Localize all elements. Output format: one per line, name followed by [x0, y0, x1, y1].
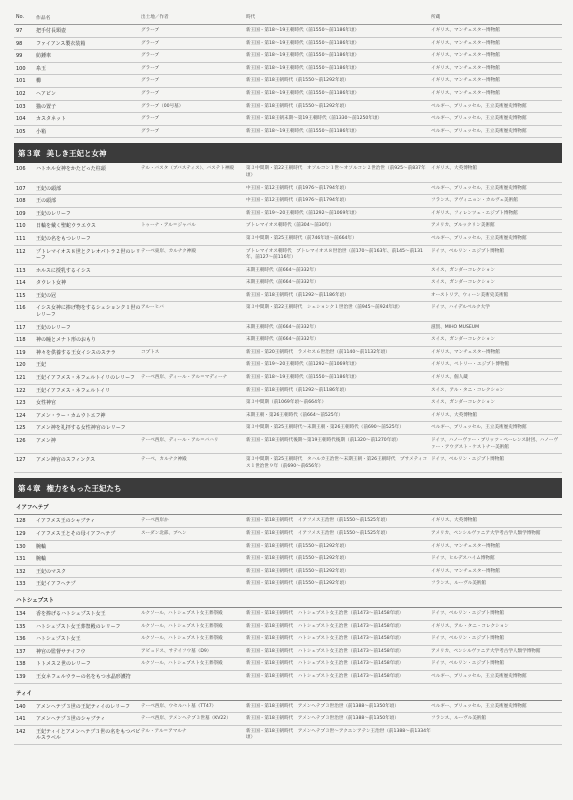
header-era: 時代: [246, 15, 256, 20]
rows-group-b: [14, 163, 562, 473]
item-collection: フランス、ルーヴル美術館: [431, 581, 486, 587]
table-row: [14, 359, 562, 372]
item-period: 新王国・第18～19王朝時代（前1550～前1186年頃）: [246, 375, 360, 381]
item-provenance: トゥーナ・アル＝ジャバル: [141, 223, 196, 229]
table-row: [14, 646, 562, 659]
item-title: アメン・ラー・カムウトエフ神: [36, 412, 106, 419]
item-collection: ドイツ、ベルリン・エジプト博物館: [431, 661, 504, 667]
item-collection: イギリス、マンチェスター博物館: [431, 65, 500, 71]
item-number: 122: [16, 387, 26, 394]
item-period: 新王国・第18王朝時代（前1550～前1292年頃）: [246, 568, 349, 574]
item-period: 第３中間期・第25王朝時代（前746年頃～前664年）: [246, 235, 357, 241]
table-row: [14, 63, 562, 76]
item-title: 腕輪: [36, 543, 47, 550]
item-number: 142: [16, 728, 26, 735]
item-collection: イギリス、マンチェスター博物館: [431, 78, 500, 84]
item-title: プトレマイオス８世とクレオパトラ２世のレリーフ: [36, 248, 141, 262]
item-provenance: ルクソール、ハトシェプスト女王葬祭殿: [141, 623, 223, 629]
item-title: ハトホル女神をかたどった柱頭: [36, 166, 106, 173]
item-title: 紡錘車: [36, 53, 52, 60]
item-period: 新王国・第18王朝時代 イアフメス王治世（前1550～前1525年頃）: [246, 530, 390, 536]
item-provenance: テーベ、カルナク神殿: [141, 457, 187, 463]
item-number: 137: [16, 648, 26, 655]
item-collection: イギリス、マンチェスター博物館: [431, 28, 500, 33]
item-provenance: テーベ西岸、アメンヘテプ３世墓（KV22）: [141, 716, 231, 722]
table-row: [14, 290, 562, 303]
table-row: [14, 553, 562, 566]
item-collection: スイス、アル・タニ・コレクション: [431, 387, 505, 393]
table-row: [14, 515, 562, 528]
item-number: 138: [16, 661, 26, 668]
item-title: 王妃の冠: [36, 292, 57, 299]
table-row: [14, 113, 562, 126]
item-number: 109: [16, 210, 26, 217]
item-provenance: アルーヒバ: [141, 305, 164, 311]
item-number: 134: [16, 610, 26, 617]
item-collection: アメリカ、ペンシルヴァニア大学考古学人類学博物館: [431, 530, 541, 536]
item-collection: イギリス、大英博物館: [431, 518, 477, 524]
table-row: [14, 265, 562, 278]
item-number: 141: [16, 716, 26, 723]
item-provenance: コプトス: [141, 349, 160, 355]
item-number: 118: [16, 337, 26, 344]
item-number: 99: [16, 53, 23, 60]
item-collection: スイス、ガンダーコレクション: [431, 337, 495, 343]
item-title: ハトシェプスト女王: [36, 636, 81, 643]
item-provenance: スーダン北部、ブヘン: [141, 530, 187, 536]
item-number: 124: [16, 412, 26, 419]
item-collection: ベルギー、ブリュッセル、王立美術歴史博物館: [431, 128, 527, 134]
table-row: [14, 397, 562, 410]
item-period: 第３中間期・第22王朝時代 オソルコン１世～オソルコン２世治世（前925～前837年頃）: [246, 166, 426, 178]
item-title: 日輪を戴く聖蛇ウラエウス: [36, 223, 96, 230]
item-collection: ドイツ、ベルリン・エジプト博物館: [431, 610, 504, 616]
item-number: 117: [16, 324, 26, 331]
item-number: 100: [16, 65, 26, 72]
table-row: [14, 633, 562, 646]
item-number: 120: [16, 362, 26, 369]
item-title: 櫛: [36, 78, 42, 85]
table-row: [14, 435, 562, 454]
item-period: 新王国・第19～20王朝時代（前1292～前1069年頃）: [246, 362, 360, 368]
item-collection: ベルギー、ブリュッセル、王立美術歴史博物館: [431, 185, 527, 191]
item-period: 新王国・第18～19王朝時代（前1550～前1186年頃）: [246, 53, 360, 59]
item-period: 新王国・第18王朝時代（前1292～前1186年頃）: [246, 387, 349, 393]
item-period: 新王国・第18王朝時代（前1550～前1292年頃）: [246, 556, 349, 562]
item-collection: アメリカ、ブルックリン美術館: [431, 223, 495, 229]
item-title: イアフメス王のシャブティ: [36, 518, 96, 525]
item-collection: ドイツ、ベルリン・エジプト博物館: [431, 636, 504, 642]
item-collection: イギリス、ペトリー・エジプト博物館: [431, 362, 510, 368]
table-row: [14, 347, 562, 360]
item-collection: イギリス、個人蔵: [431, 375, 468, 381]
item-period: プトレマイオス朝時代（前304～前30年）: [246, 223, 334, 229]
item-title: 小箱: [36, 128, 47, 135]
table-row: [14, 101, 562, 114]
item-provenance: ルクソール、ハトシェプスト女王葬祭殿: [141, 636, 223, 642]
table-row: [14, 528, 562, 541]
rows-group-e: [14, 701, 562, 745]
item-number: 110: [16, 223, 26, 230]
item-title: 王妃イアフメス・ネフェルトイリ: [36, 387, 111, 394]
item-number: 112: [16, 248, 26, 255]
rows-group-c: [14, 515, 562, 591]
item-collection: アメリカ、ペンシルヴァニア大学考古学人類学博物館: [431, 648, 541, 654]
item-period: 新王国・第18～19王朝時代（前1550～前1186年頃）: [246, 40, 360, 46]
item-period: 新王国・第18王朝時代 ハトシェプスト女王治世（前1473～前1458年頃）: [246, 623, 404, 629]
item-number: 98: [16, 40, 23, 47]
item-period: 新王国・第18王朝時代 アメンヘテプ３世治世（前1388～前1350年頃）: [246, 703, 399, 709]
item-title: 猫の置子: [36, 103, 57, 110]
table-row: [14, 372, 562, 385]
table-row: [14, 541, 562, 554]
subsection-iahhotep: イアフヘテプ: [14, 498, 562, 515]
item-collection: イギリス、マンチェスター博物館: [431, 568, 500, 574]
item-period: 新王国・第18王朝時代 ハトシェプスト女王治世（前1473～前1458年頃）: [246, 673, 404, 679]
item-provenance: ルクソール、ハトシェプスト女王葬祭殿: [141, 610, 223, 616]
item-number: 116: [16, 305, 26, 312]
table-row: [14, 671, 562, 684]
item-title: 王妃ティイとアメンヘテプ３世の名をもつパピルスラベル: [36, 728, 141, 742]
item-collection: ベルギー、ブリュッセル、王立美術歴史博物館: [431, 235, 527, 241]
item-provenance: グラーブ: [141, 53, 160, 59]
item-title: 王妃の名をもつレリーフ: [36, 235, 91, 242]
item-collection: ドイツ、ベルリン・エジプト博物館: [431, 248, 504, 254]
item-collection: ベルギー、ブリュッセル、王立美術歴史博物館: [431, 703, 527, 709]
item-title: ハトシェプスト女王葬祭殿のレリーフ: [36, 623, 121, 630]
table-row: [14, 322, 562, 335]
item-number: 102: [16, 90, 26, 97]
item-title: 王の頭部: [36, 198, 57, 205]
table-row: [14, 701, 562, 714]
item-period: 新王国・第18王朝時代 ハトシェプスト女王治世（前1473～前1458年頃）: [246, 636, 404, 642]
item-title: タウレト女神: [36, 280, 67, 287]
table-row: [14, 246, 562, 265]
item-number: 114: [16, 280, 26, 287]
table-row: [14, 608, 562, 621]
item-period: 末期王朝時代（前664～前332年）: [246, 267, 319, 273]
item-period: 第３中間期（前1069年頃～前664年）: [246, 400, 327, 406]
item-number: 131: [16, 556, 26, 563]
item-collection: ベルギー、ブリュッセル、王立美術歴史博物館: [431, 425, 527, 431]
item-collection: イギリス、マンチェスター博物館: [431, 53, 500, 59]
item-title: アメン神を礼拝する女性神官のレリーフ: [36, 425, 126, 432]
item-period: 新王国・第18王朝末期～第19王朝時代（前1330～前1250年頃）: [246, 116, 383, 122]
item-number: 140: [16, 703, 26, 710]
item-number: 135: [16, 623, 26, 630]
subsection-hatshepsut: ハトシェプスト: [14, 591, 562, 608]
item-provenance: グラーブ: [141, 40, 160, 46]
item-provenance: グラーブ: [141, 78, 160, 84]
header-collection: 所蔵: [431, 15, 441, 20]
chapter-3-heading: [14, 143, 562, 163]
item-number: 125: [16, 425, 26, 432]
table-row: [14, 163, 562, 182]
catalog-page: [14, 10, 562, 745]
item-title: 王妃イアフヘテプ: [36, 581, 76, 588]
header-owner: 出土地／作者: [141, 15, 169, 20]
item-title: 王妃のレリーフ: [36, 324, 71, 331]
item-title: 王妃のマスク: [36, 568, 67, 575]
item-number: 128: [16, 518, 26, 525]
table-row: [14, 208, 562, 221]
item-collection: フランス、ルーヴル美術館: [431, 716, 486, 722]
header-no: No.: [16, 14, 24, 20]
item-provenance: アビュドス、サテイフウ墓（D9）: [141, 648, 212, 654]
item-period: 新王国・第18王朝時代（前1550～前1292年頃）: [246, 103, 349, 109]
table-row: [14, 183, 562, 196]
chapter-3-number: 第３章: [18, 148, 41, 158]
item-collection: イギリス、アル・タニ・コレクション: [431, 623, 509, 629]
chapter-4-heading: [14, 478, 562, 498]
item-period: 末期王朝時代（前664～前332年）: [246, 337, 319, 343]
item-collection: イギリス、大英博物館: [431, 412, 477, 418]
item-number: 103: [16, 103, 26, 110]
item-provenance: グラーブ: [141, 90, 160, 96]
item-provenance: テーベ西岸か: [141, 518, 169, 524]
item-provenance: グラーブ（00号墓）: [141, 103, 184, 109]
item-title: 女性神官: [36, 400, 57, 407]
item-provenance: テル・アル＝アマルナ: [141, 728, 187, 734]
item-collection: スイス、ガンダーコレクション: [431, 280, 495, 286]
item-period: 新王国・第18～19王朝時代（前1550～前1186年頃）: [246, 128, 360, 134]
table-row: [14, 566, 562, 579]
item-collection: ドイツ、ハイデルベルク大学: [431, 305, 490, 311]
item-collection: イギリス、マンチェスター博物館: [431, 543, 500, 549]
table-row: [14, 50, 562, 63]
item-period: 新王国・第18王朝時代 ハトシェプスト女王治世（前1473～前1458年頃）: [246, 648, 404, 654]
table-row: [14, 410, 562, 423]
item-number: 107: [16, 185, 26, 192]
item-period: 第３中間期・第25王朝時代～末期王朝・第26王朝時代（前690～前525年）: [246, 425, 404, 431]
table-row: [14, 38, 562, 51]
item-title: 神官の監督サテイフウ: [36, 648, 86, 655]
item-number: 133: [16, 581, 26, 588]
item-period: 中王国・第12王朝時代（前1976～前1794年頃）: [246, 198, 349, 204]
item-title: トトメス２世のレリーフ: [36, 661, 91, 668]
item-period: 新王国・第18王朝時代 アメンヘテプ３世～アクエンアテン王治世（前1388～前1334年頃）: [246, 728, 431, 741]
item-title: 王女ネフェルウラーの名をもつ水晶形護符: [36, 673, 131, 680]
item-number: 97: [16, 28, 23, 34]
item-collection: ベルギー、ブリュッセル、王立美術歴史博物館: [431, 103, 527, 109]
table-row: [14, 277, 562, 290]
item-number: 108: [16, 198, 26, 205]
table-row: [14, 578, 562, 591]
item-number: 113: [16, 267, 26, 274]
chapter-3-title: 美しき王妃と女神: [46, 148, 107, 158]
table-row: [14, 88, 562, 101]
item-period: 新王国・第18王朝時代 イアフメス王治世（前1550～前1525年頃）: [246, 518, 390, 524]
item-number: 129: [16, 530, 26, 537]
table-row: [14, 334, 562, 347]
item-title: ホルスに授乳するイシス: [36, 267, 91, 274]
item-collection: 滋賀、MIHO MUSEUM: [431, 324, 480, 330]
table-row: [14, 422, 562, 435]
header-title: 作品名: [36, 15, 51, 21]
item-number: 104: [16, 116, 26, 123]
item-period: 末期王朝時代（前664～前332年）: [246, 280, 319, 286]
item-provenance: テーベ西岸、ウセルハト墓（TT47）: [141, 703, 217, 709]
item-provenance: グラーブ: [141, 65, 160, 71]
item-period: 中王国・第12王朝時代（前1976～前1794年頃）: [246, 185, 349, 191]
table-header: [14, 10, 562, 25]
table-row: [14, 75, 562, 88]
table-row: [14, 454, 562, 473]
item-collection: スイス、ガンダーコレクション: [431, 400, 495, 406]
item-collection: イギリス、マンチェスター博物館: [431, 40, 500, 46]
item-period: 末期王朝・第26王朝時代（前664～前525年）: [246, 412, 343, 418]
item-period: 新王国・第18王朝時代後期～第19王朝時代後期（前1320～前1270年頃）: [246, 438, 401, 443]
item-title: アメンヘテプ３世の王妃ティイのレリーフ: [36, 703, 131, 710]
item-period: 新王国・第18王朝時代 アメンヘテプ３世治世（前1388～前1350年頃）: [246, 716, 399, 722]
item-title: ファイアンス製衣装箱: [36, 40, 86, 47]
item-provenance: グラーブ: [141, 116, 160, 122]
item-period: 新王国・第18王朝時代（前1550～前1292年頃）: [246, 78, 349, 84]
item-title: 王妃イアフメス・ネフェルトイリのレリーフ: [36, 375, 135, 382]
table-row: [14, 726, 562, 745]
item-collection: ベルギー、ブリュッセル、王立美術歴史博物館: [431, 673, 527, 679]
item-title: 神の瞳とメナト形のおもり: [36, 337, 97, 344]
item-period: 新王国・第18～19王朝時代（前1550～前1186年頃）: [246, 65, 360, 71]
item-number: 127: [16, 457, 26, 464]
item-provenance: テル・バスタ（ブバスティス）、バステト神殿: [141, 166, 235, 172]
item-collection: フランス、アヴィニョン・カルヴェ美術館: [431, 198, 518, 204]
item-title: 王妃: [36, 362, 47, 369]
item-period: 第３中間期・第25王朝時代 タハルカ王治世～末期王朝・第26王朝時代 プサメティコス１世治世９年（前690～前656年）: [246, 457, 428, 469]
item-collection: イギリス、マンチェスター博物館: [431, 349, 500, 355]
table-row: [14, 658, 562, 671]
rows-group-a: [14, 25, 562, 138]
item-title: アメン神官のスフィンクス: [36, 457, 96, 464]
item-collection: オーストリア、ウィーン美術史美術館: [431, 292, 509, 298]
item-title: 王妃のレリーフ: [36, 210, 71, 217]
item-provenance: グラーブ: [141, 28, 160, 33]
item-number: 121: [16, 375, 26, 382]
item-period: 新王国・第20王朝時代 ラメセス６世治世（前1140～前1132年頃）: [246, 349, 390, 355]
item-collection: ドイツ、ベルリン・エジプト博物館: [431, 457, 504, 463]
subsection-tiye: ティイ: [14, 684, 562, 701]
item-period: 新王国・第18王朝時代（前1550～前1292年頃）: [246, 581, 349, 587]
item-title: 香を捧げるハトシェプスト女王: [36, 610, 106, 617]
table-row: [14, 385, 562, 398]
table-row: [14, 220, 562, 233]
item-title: アメン神: [36, 438, 56, 444]
item-period: 新王国・第18王朝時代 ハトシェプスト女王治世（前1473～前1458年頃）: [246, 661, 404, 667]
item-provenance: テーベ西岸、ディール・アル＝バハリ: [141, 438, 219, 443]
item-period: 新王国・第18王朝時代（前1292～前1186年頃）: [246, 292, 349, 298]
item-number: 105: [16, 128, 26, 135]
table-row: [14, 713, 562, 726]
table-row: [14, 302, 562, 321]
item-number: 119: [16, 349, 26, 356]
item-collection: イギリス、マンチェスター博物館: [431, 90, 500, 96]
item-number: 126: [16, 438, 26, 444]
table-row: [14, 195, 562, 208]
table-row: [14, 126, 562, 139]
item-number: 115: [16, 292, 26, 299]
item-period: 第３中間期・第22王朝時代 シェションク１世治世（前945～前924年頃）: [246, 305, 403, 311]
item-provenance: グラーブ: [141, 128, 160, 134]
item-number: 123: [16, 400, 26, 407]
item-period: プトレマイオス朝時代 プトレマイオス８世治世（前170～前163年、前145～前131年、前127～前116年）: [246, 248, 423, 261]
item-period: 新王国・第18～19王朝時代（前1550～前1186年頃）: [246, 90, 360, 96]
item-period: 新王国・第18～19王朝時代（前1550～前1186年頃）: [246, 28, 360, 33]
item-title: 糸玉: [36, 65, 47, 72]
item-number: 130: [16, 543, 26, 550]
item-title: 王妃の頭部: [36, 185, 62, 192]
item-collection: イギリス、大英博物館: [431, 166, 477, 172]
item-period: 末期王朝時代（前664～前332年）: [246, 324, 319, 330]
item-period: 新王国・第18王朝時代 ハトシェプスト女王治世（前1473～前1458年頃）: [246, 610, 404, 616]
chapter-4-title: 権力をもった王妃たち: [46, 483, 122, 493]
item-title: 把手付長頸壺: [36, 28, 67, 34]
item-collection: イギリス、フィレンツェ・エジプト博物館: [431, 210, 518, 216]
item-title: イシス女神に捧げ物をするシェションク１世のレリーフ: [36, 305, 141, 319]
item-title: アメンヘテプ３世のシャブティ: [36, 716, 106, 723]
item-collection: ドイツ、ヒルデスハイム博物館: [431, 556, 495, 562]
item-number: 136: [16, 636, 26, 643]
table-row: [14, 233, 562, 246]
item-title: ヘアピン: [36, 90, 56, 97]
chapter-4-number: 第４章: [18, 483, 41, 493]
item-collection: スイス、ガンダーコレクション: [431, 267, 495, 273]
item-period: 新王国・第19～20王朝時代（前1292～前1069年頃）: [246, 210, 360, 216]
item-collection: ドイツ、ハノーヴァー・ブリッツ・ペーレンス財団、ハノーヴァー・アウグスト・ケストナー美術館: [431, 438, 559, 450]
item-provenance: テーベ東岸、カルナク神殿: [141, 248, 196, 254]
item-title: 腕輪: [36, 556, 47, 563]
item-number: 111: [16, 235, 26, 242]
item-number: 132: [16, 568, 26, 575]
item-provenance: ルクソール、ハトシェプスト女王葬祭殿: [141, 661, 223, 667]
rows-group-d: [14, 608, 562, 684]
item-number: 139: [16, 673, 26, 680]
table-row: [14, 621, 562, 634]
table-row: [14, 25, 562, 38]
item-period: 新王国・第18王朝時代（前1550～前1292年頃）: [246, 543, 349, 549]
item-title: 神々を供養する王女イシスのステラ: [36, 349, 116, 356]
item-number: 101: [16, 78, 26, 85]
item-title: イアフメス王とその母イアフヘテプ: [36, 530, 116, 537]
item-collection: ベルギー、ブリュッセル、王立美術歴史博物館: [431, 116, 527, 122]
item-number: 106: [16, 166, 26, 173]
item-provenance: テーベ西岸、ディール・アル＝マディーナ: [141, 375, 228, 381]
item-title: カスタネット: [36, 116, 67, 123]
